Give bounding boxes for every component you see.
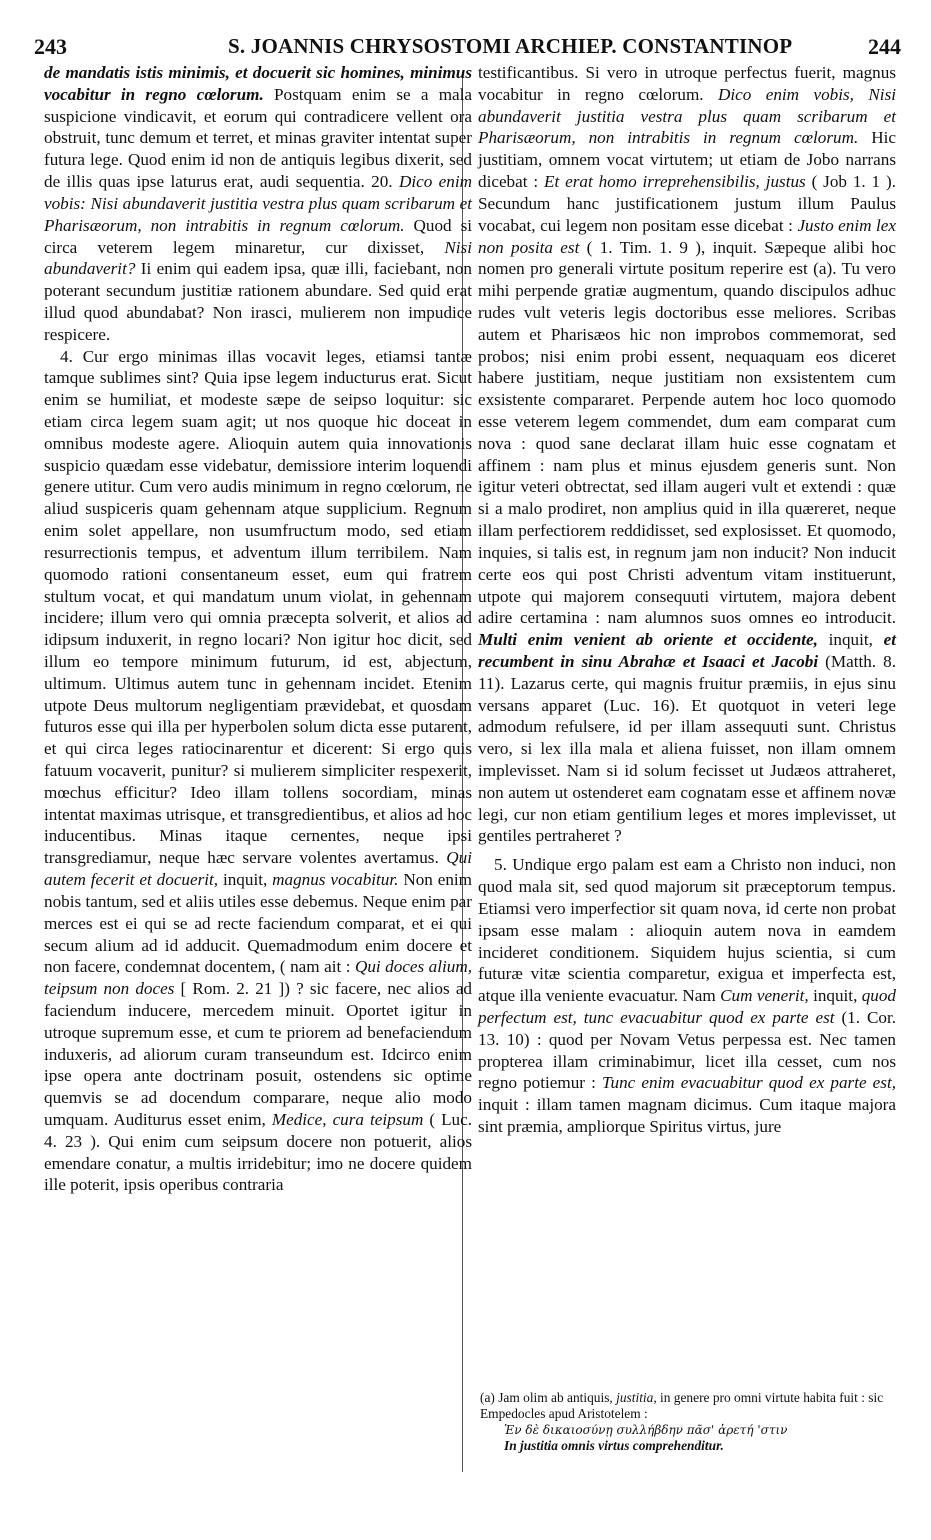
left-paragraph-2 (44, 346, 472, 1197)
footnote (480, 1390, 890, 1454)
scripture-quote: Multi enim venient ab oriente et occidente, (478, 630, 818, 650)
body-text: ( Job 1. 1 ). Secundum hanc justificationem justum illum Paulus vocabat, cui legem non positam esse dicebat : (478, 172, 896, 235)
scripture-quote: quod perfectum est, tunc evacuabitur quod ex parte est (478, 986, 896, 1027)
body-text: ( Luc. 4. 23 ). Qui enim cum seipsum docere non potuerit, alios emendare conatur, a multis irridebitur; imo ne docere quidem ille poterit, ipsis operibus contraria (44, 1110, 473, 1195)
page-number-right: 244 (868, 34, 901, 59)
body-text: Ii enim qui eadem ipsa, quæ illi, faciebant, non poterant secundum justitiæ rationem abundare. Sed quid erat illud quod abundabat? Non irasci, mulierem non impudice respicere. (44, 259, 472, 344)
left-paragraph-1 (44, 62, 472, 346)
scripture-quote: Qui doces alium, teipsum non doces (44, 957, 472, 999)
body-text: [ Rom. 2. 21 ]) ? sic facere, nec alios ad faciendum inducere, mercedem minuit. Oportet igitur in utroque supremum esse, et cum te priorem ad benefaciendum induxeris, ad aliorum curam transeundum est. Idcirco enim ipse opera ante doctrinam posuit, ostendens sic optime quemvis se ad docendum comparare, neque alio modo umquam. Auditurus esset enim, (44, 979, 472, 1129)
scripture-quote: Nisi abundaverit? (44, 237, 472, 279)
body-text: inquit, (817, 630, 884, 650)
body-text: inquit, (808, 986, 862, 1006)
running-header (0, 34, 931, 64)
body-text: Non enim nobis tantum, sed et aliis utiles esse debemus. Neque enim par merces est ei qui se ad recte faciendum comparat, et ei qui secum alium ad id adducit. Quemadmodum enim docere et non facere, condemnat docentem, ( nam ait : (44, 870, 472, 977)
footnote-translation: In justitia omnis virtus comprehenditur. (504, 1438, 724, 1453)
scripture-quote: Justo enim lex non posita est (478, 215, 896, 257)
scripture-quote: Dico enim vobis: Nisi abundaverit justitia vestra plus quam scribarum et Pharisæorum, non intrabitis in regnum cœlorum. (44, 172, 472, 235)
body-text: ( 1. Tim. 1. 9 ), inquit. Sæpeque alibi hoc nomen pro generali virtute positum reperire est (a). Tu vero mihi perpende gratiæ augmentum, quando discipulos adhuc rudes vult veteris legis doctoribus esse meliores. Scribas autem et Pharisæos hic non improbos commemorat, sed probos; nisi enim probi essent, nequaquam eos diceret habere justitiam, neque justitiam non exsistentem cum exsistente compararet. Perpende autem hoc loco quomodo esse veterem legem commendet, dum eam comparat cum nova : quod sane declarat illam huic esse cognatam et affinem : nam plus et minus ejusdem generis sunt. Non igitur veteri obtrectat, sed illam augeri vult et extendi : quæ si a malo prodiret, non amplius quid in illa quæreret, neque illam perfectiorem reddidisset, sed explosisset. Et quomodo, inquies, si talis est, in regnum jam non inducit? Non inducit certe eos qui post Christi adventum vitam instituerunt, utpote qui majorem consequuti virtutem, majora debent adire certamina : nam alumnos suos omnes eo introducit. (478, 237, 896, 628)
body-text: inquit : illam tamen magnam dicimus. Cum itaque majora sint præmia, ampliorque Spiritus virtus, jure (478, 1095, 896, 1136)
body-text: (1. Cor. 13. 10) : quod per Novam Vetus perpessa est. Nec tamen propterea illam criminabimur, licet illa cesset, cum nos regno potiemur : (478, 1007, 896, 1093)
right-column (478, 62, 896, 1138)
scripture-quote: Cum venerit, (720, 986, 809, 1006)
running-title: S. JOANNIS CHRYSOSTOMI ARCHIEP. CONSTANTINOP (228, 34, 793, 58)
scripture-quote: magnus vocabitur. (272, 870, 399, 890)
scripture-quote: Qui autem fecerit et docuerit, (44, 848, 472, 890)
page-number-left: 243 (34, 34, 67, 59)
scripture-quote: Tunc enim evacuabitur quod ex parte est, (601, 1073, 896, 1093)
footnote-text: (a) Jam olim ab antiquis, justitia, in genere pro omni virtute habita fuit : sic Empedocles apud Aristotelem : (480, 1390, 884, 1421)
body-text: Postquam enim se a mala suspicione vindicavit, et eorum qui contradicere vellent ora obstruit, tunc demum et terret, et minas graviter intentat super futura lege. Quod enim id non de antiquis legibus dixerit, sed de illis quas ipse laturus erat, audi sequentia. 20. (44, 84, 472, 192)
body-text: Hic justitiam, omnem vocat virtutem; ut etiam de Jobo narrans dicebat : (478, 128, 896, 192)
footnote-marker: (a) (480, 1390, 495, 1405)
right-paragraph-1 (478, 62, 896, 847)
body-text: inquit, (218, 870, 273, 890)
scripture-quote: Et erat homo irreprehensibilis, justus (544, 172, 806, 192)
scripture-quote: de mandatis istis minimis, et docuerit sic homines, minimus vocabitur in regno cœlorum. (44, 63, 472, 104)
body-text: 5. Undique ergo palam est eam a Christo non induci, non quod mala sit, sed quod majorum sit præceptorum tempus. Etiamsi vero imperfectior sit quam nova, id certe non probat ipsam esse malam : alioquin autem nova in eamdem incideret conditionem. Siquidem hujus scientia, si cum futuræ vitæ scientia comparetur, exigua et imperfecta est, atque illa veniente evacuatur. Nam (478, 855, 896, 1006)
left-column (44, 62, 472, 1196)
footnote-greek-quote: Ἐν δὲ δικαιοσύνῃ συλλήβδην πᾶσ' ἀρετή 'στιν (504, 1423, 788, 1437)
scripture-quote: et recumbent in sinu Abrahæ et Isaaci et Jacobi (478, 630, 897, 671)
scripture-quote: Medice, cura teipsum (271, 1110, 424, 1129)
body-text: (Matth. 8. 11). Lazarus certe, qui magnis fruitur præmiis, in ejus sinu versans apparet (Luc. 16). Et quotquot in veteri lege admodum refulsere, id per illam assequuti sunt. Christus vero, si lex illa mala et aliena fuisset, non illam omnem implevisset. Nam si id solum fecisset ut Judæos attraheret, non autem ut ostenderet eam cognatam esse et affinem novæ legi, cur non etiam gentilium leges et mores implevisset, ut gentiles pertraheret ? (478, 651, 896, 846)
body-text: Quod si circa veterem legem minaretur, cur dixisset, (44, 215, 473, 257)
body-text: 4. Cur ergo minimas illas vocavit leges, etiamsi tantæ tamque sublimes sint? Quia ipse legem inducturus erat. Sicut enim se humiliat, et modeste sæpe de seipso loquitur: sic etiam circa legem suam agit; ut nos quoque hic doceat in omnibus modeste agere. Alioquin autem quia innovationis suspicio quædam esse videbatur, demissiore interim loquendi genere utitur. Cum vero audis minimum in regno cœlorum, ne aliud suspiceris quam gehennam atque supplicium. Regnum enim solet appellare, non usumfructum modo, sed etiam resurrectionis tempus, et adventum illum terribilem. Nam quomodo rationi consentaneum esset, eum qui fratrem stultum vocat, et qui mandatum unum violat, in gehennam incidere; illum vero qui omnia præcepta solverit, et alios ad idipsum induxerit, in regno locari? Non igitur hoc dicit, sed illum eo tempore minimum futurum, id est, abjectum, ultimum. Ultimus autem tunc in gehennam incidet. Etenim utpote Deus multorum negligentiam prævidebat, et quosdam futuros esse qui illa per hyperbolen solum dicta esse putarent, et qui circa leges ratiocinarentur et dicerent: Si ergo quis fatuum vocaverit, punitur? si mulierem simpliciter respexerit, mœchus efficitur? Ideo illam tollens socordiam, minas intentat maximas utrisque, et transgredientibus, et alios ad hoc inducentibus. Minas itaque cernentes, neque ipsi transgrediamur, neque hæc servare volentes avertamus. (44, 346, 472, 868)
right-paragraph-2 (478, 854, 896, 1138)
body-text: testificantibus. Si vero in utroque perfectus fuerit, magnus vocabitur in regno cœlorum. (478, 63, 896, 104)
scripture-quote: Dico enim vobis, Nisi abundaverit justitia vestra plus quam scribarum et Pharisæorum, non intrabitis in regnum cœlorum. (478, 84, 896, 148)
